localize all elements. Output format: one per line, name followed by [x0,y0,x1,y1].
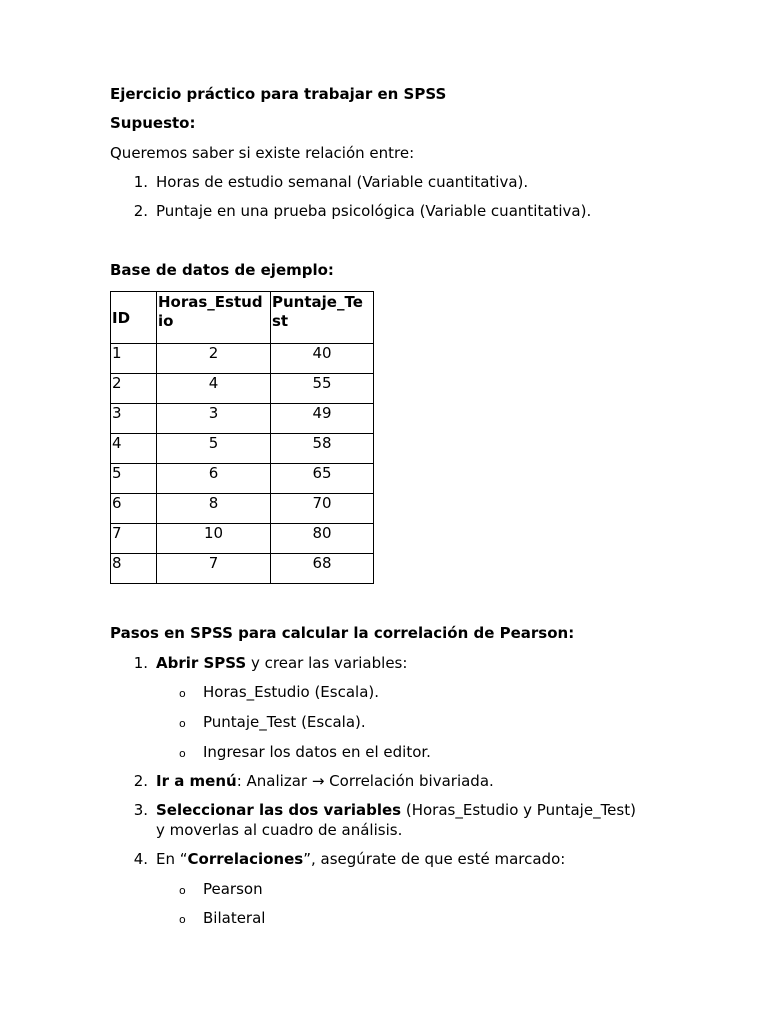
header-horas [157,292,271,344]
bullet-icon: o [179,687,186,700]
cell-horas: 8 [157,494,271,524]
cell-puntaje: 68 [271,554,374,584]
cell-id: 6 [111,494,157,524]
list-text-continuation: y moverlas al cuadro de análisis. [156,821,403,839]
cell-id: 1 [111,344,157,374]
intro-text: Queremos saber si existe relación entre: [110,144,415,162]
cell-horas: 5 [157,434,271,464]
step-rest: ”, asegúrate de que esté marcado: [303,850,566,868]
cell-puntaje: 40 [271,344,374,374]
table-row [111,344,374,374]
cell-horas: 6 [157,464,271,494]
step-bold: Abrir SPSS [156,654,247,672]
sub-item-text: Pearson [203,880,263,898]
header-horas-line2: io [158,312,174,330]
list-number: 2. [133,772,148,790]
bullet-icon: o [179,884,186,897]
steps-heading: Pasos en SPSS para calcular la correlación de Pearson: [110,624,575,642]
table-row [111,464,374,494]
step-pre: En “ [156,850,188,868]
bullet-icon: o [179,747,186,760]
cell-horas: 7 [157,554,271,584]
bullet-icon: o [179,717,186,730]
cell-id: 7 [111,524,157,554]
cell-puntaje: 80 [271,524,374,554]
step-bold: Correlaciones [187,850,304,868]
header-horas-line1: Horas_Estud [158,293,263,311]
table-heading: Base de datos de ejemplo: [110,261,334,279]
table-row [111,404,374,434]
cell-id: 5 [111,464,157,494]
step-bold: Seleccionar las dos variables [156,801,402,819]
step-rest: : Analizar → Correlación bivariada. [236,772,494,790]
cell-horas: 3 [157,404,271,434]
bullet-icon: o [179,913,186,926]
step-rest: (Horas_Estudio y Puntaje_Test) [401,801,636,819]
cell-horas: 2 [157,344,271,374]
cell-id: 8 [111,554,157,584]
list-number: 2. [133,202,148,220]
cell-puntaje: 49 [271,404,374,434]
document-title: Ejercicio práctico para trabajar en SPSS [110,85,447,103]
cell-horas: 10 [157,524,271,554]
list-text [156,850,565,869]
supuesto-label: Supuesto: [110,114,196,132]
cell-puntaje: 65 [271,464,374,494]
list-text: Horas de estudio semanal (Variable cuantitativa). [156,173,529,191]
table-row [111,434,374,464]
header-puntaje [271,292,374,344]
sub-item-text: Horas_Estudio (Escala). [203,683,380,701]
table-row [111,494,374,524]
cell-puntaje: 70 [271,494,374,524]
cell-puntaje: 58 [271,434,374,464]
table-header-row [111,292,374,344]
sub-item-text: Puntaje_Test (Escala). [203,713,366,731]
cell-puntaje: 55 [271,374,374,404]
sub-item-text: Bilateral [203,909,266,927]
cell-horas: 4 [157,374,271,404]
table-row [111,554,374,584]
table-row [111,374,374,404]
step-rest: y crear las variables: [246,654,408,672]
list-number: 1. [133,654,148,672]
list-number: 1. [133,173,148,191]
list-text [156,654,407,673]
cell-id: 2 [111,374,157,404]
list-text: Puntaje en una prueba psicológica (Variable cuantitativa). [156,202,592,220]
cell-id: 4 [111,434,157,464]
list-number: 3. [133,801,148,819]
cell-id: 3 [111,404,157,434]
sub-item-text: Ingresar los datos en el editor. [203,743,431,761]
list-number: 4. [133,850,148,868]
list-text [156,772,494,791]
data-table [110,291,374,584]
header-puntaje-line2: st [272,312,289,330]
header-id: ID [111,292,157,344]
list-text [156,801,636,820]
header-puntaje-line1: Puntaje_Te [272,293,363,311]
table-row [111,524,374,554]
step-bold: Ir a menú [156,772,237,790]
